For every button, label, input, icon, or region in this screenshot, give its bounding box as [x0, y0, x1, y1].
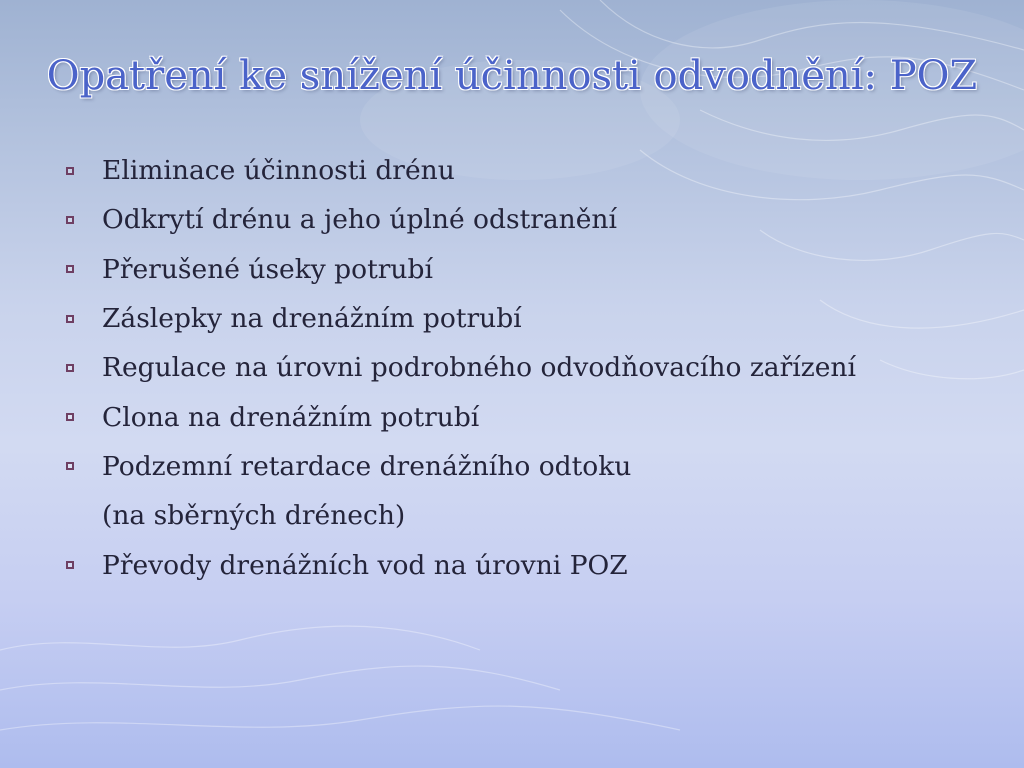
list-item-text: (na sběrných drénech) [102, 500, 406, 532]
square-bullet-icon [62, 360, 77, 375]
list-item-text: Podzemní retardace drenážního odtoku [102, 450, 632, 482]
list-item-continuation [62, 491, 982, 540]
list-item-text: Záslepky na drenážním potrubí [102, 303, 522, 335]
list-item [62, 245, 982, 294]
list-item-text: Převody drenážních vod na úrovni POZ [102, 549, 628, 581]
list-item [62, 540, 982, 589]
list-item-text: Odkrytí drénu a jeho úplné odstranění [102, 204, 617, 236]
list-item [62, 442, 982, 491]
square-bullet-icon [62, 311, 77, 326]
list-item-text: Přerušené úseky potrubí [102, 253, 433, 285]
list-item [62, 146, 982, 195]
square-bullet-icon [62, 262, 77, 277]
bullet-spacer [62, 508, 77, 523]
list-item [62, 294, 982, 343]
list-item-text: Clona na drenážním potrubí [102, 401, 480, 433]
list-item [62, 195, 982, 244]
list-item-text: Regulace na úrovni podrobného odvodňovacího zařízení [102, 352, 856, 384]
list-item [62, 392, 982, 441]
list-item-text: Eliminace účinnosti drénu [102, 155, 455, 187]
square-bullet-icon [62, 410, 77, 425]
list-item [62, 343, 982, 392]
slide-title: Opatření ke snížení účinnosti odvodnění: POZ [46, 53, 978, 99]
square-bullet-icon [62, 558, 77, 573]
square-bullet-icon [62, 163, 77, 178]
square-bullet-icon [62, 459, 77, 474]
square-bullet-icon [62, 212, 77, 227]
bullet-list [62, 146, 982, 590]
